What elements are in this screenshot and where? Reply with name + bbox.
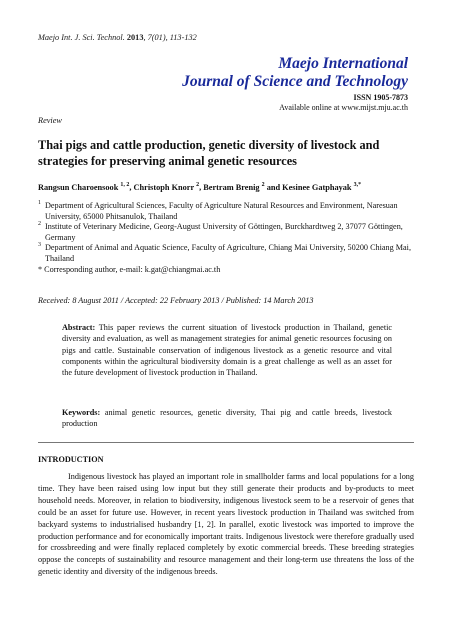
- corresponding-author: * Corresponding author, e-mail: k.gat@chiangmai.ac.th: [38, 264, 221, 274]
- article-type: Review: [38, 116, 62, 125]
- keywords: [62, 407, 392, 430]
- author-sep: and: [264, 182, 283, 192]
- affiliation-number: 2: [38, 221, 41, 228]
- citation-line: [38, 33, 197, 42]
- author-sep: ,: [199, 182, 204, 192]
- author-2-affil: 2: [196, 182, 200, 188]
- journal-name-line1: Maejo International: [278, 55, 408, 72]
- abstract-label: Abstract:: [62, 323, 96, 332]
- affiliation-text: Department of Agricultural Sciences, Faculty of Agriculture Natural Resources and Environment, Naresuan University, 65000 Phitsanulok, Thailand: [45, 201, 398, 221]
- available-online: Available online at www.mijst.mju.ac.th: [279, 103, 408, 112]
- affiliation-2: [38, 222, 418, 243]
- citation-volume-pages: , 7(01), 113-132: [143, 33, 197, 42]
- affiliation-number: 3: [38, 242, 41, 249]
- affiliations: [38, 201, 418, 275]
- article-title: Thai pigs and cattle production, genetic diversity of livestock and strategies for preserving animal genetic resources: [38, 138, 380, 168]
- section-divider: [38, 442, 414, 443]
- author-3: Bertram Brenig: [203, 182, 260, 192]
- issn: ISSN 1905-7873: [353, 93, 408, 102]
- keywords-text: animal genetic resources, genetic diversity, Thai pig and cattle breeds, livestock production: [62, 408, 392, 429]
- publication-dates: Received: 8 August 2011 / Accepted: 22 February 2013 / Published: 14 March 2013: [38, 296, 314, 305]
- affiliation-text: Institute of Veterinary Medicine, Georg-August University of Göttingen, Burckhardtweg 2, 37077 Göttingen, Germany: [45, 222, 403, 242]
- affiliation-1: [38, 201, 418, 222]
- journal-name: [182, 55, 408, 91]
- citation-journal: Maejo Int. J. Sci. Technol.: [38, 33, 125, 42]
- author-list: [38, 182, 418, 192]
- abstract-text: This paper reviews the current situation of livestock production in Thailand, genetic diversity and evaluation, as well as management strategies for animal genetic resources focusing on pigs and cattle. Sustainable conservation of indigenous livestock as a genetic resource and vital components within the agricultural biodiversity domain is a great challenge as well as an asset for the future development of livestock production in Thailand.: [62, 323, 392, 378]
- keywords-label: Keywords:: [62, 408, 101, 417]
- author-2: Christoph Knorr: [133, 182, 195, 192]
- citation-year: 2013: [126, 33, 144, 42]
- introduction-paragraph: Indigenous livestock has played an important role in smallholder farms and local populations for a long time. They have been raised using low input but they still generate their products and by-products to meet household needs. Moreover, in relation to biodiversity, indigenous livestock seem to be a reservoir of genes that could be an asset for future use. However, in recent years livestock production in Thailand was switched from backyard systems to industrialised husbandry [1, 2]. In parallel, exotic livestock was imported to improve the production performance and for economically important traits. Indigenous livestock were therefore gradually used for crossbreeding and were finally replaced completely by exotic commercial breeds. These breeding strategies oppose the concepts of sustainability and resource management and their long-term use threatens the loss of the genetic identity and diversity of the indigenous breeds.: [38, 472, 414, 577]
- abstract: [62, 322, 392, 378]
- author-4-affil: 3,*: [353, 182, 362, 188]
- affiliation-number: 1: [38, 200, 41, 206]
- introduction-heading: INTRODUCTION: [38, 455, 104, 464]
- author-3-affil: 2: [261, 182, 265, 188]
- affiliation-text: Department of Animal and Aquatic Science, Faculty of Agriculture, Chiang Mai University, 50200 Chiang Mai, Thailand: [45, 243, 412, 263]
- affiliation-3: [38, 243, 418, 264]
- author-sep: ,: [129, 182, 134, 192]
- author-4: Kesinee Gatphayak: [282, 182, 352, 192]
- author-1-affil: 1, 2: [120, 182, 130, 188]
- journal-name-line2: Journal of Science and Technology: [182, 73, 408, 90]
- author-1: Rangsun Charoensook: [38, 182, 119, 192]
